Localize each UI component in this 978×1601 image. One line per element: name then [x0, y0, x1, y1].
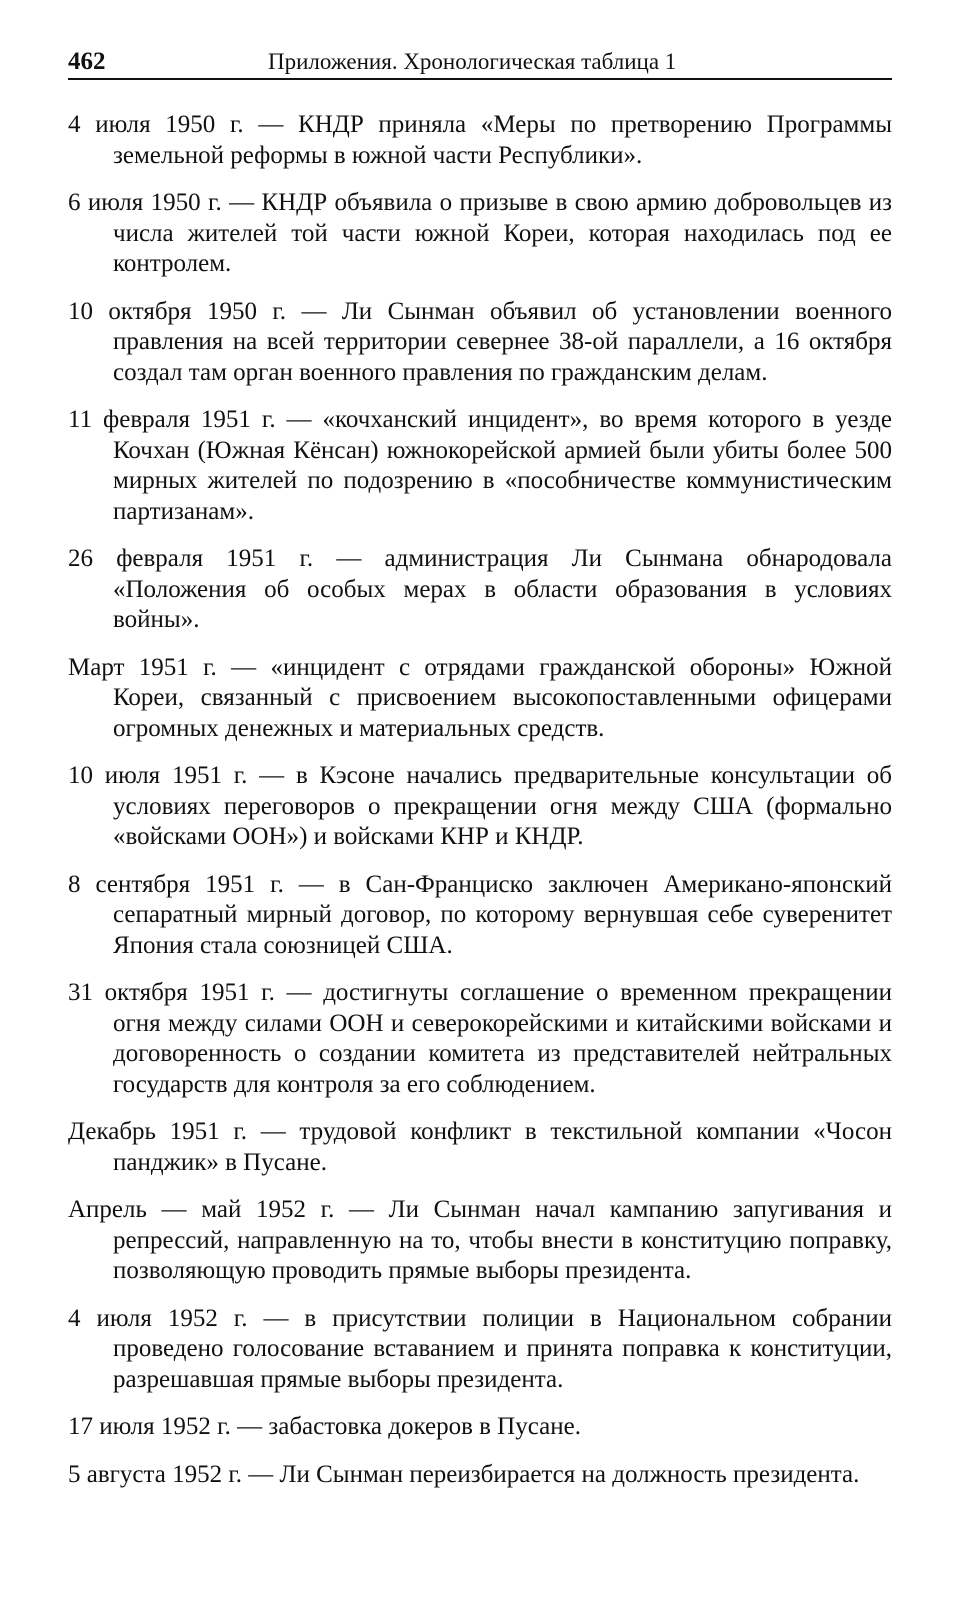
chronology-entry: 10 июля 1951 г. — в Кэсоне начались предварительные консультации об условиях переговоров о прекращении огня между США (формально «войсками ООН») и войсками КНР и КНДР.: [68, 762, 892, 850]
chronology-entry: 4 июля 1950 г. — КНДР приняла «Меры по претворению Программы земельной реформы в южной части Республики».: [68, 111, 892, 169]
chronology-entry: Декабрь 1951 г. — трудовой конфликт в текстильной компании «Чосон панджик» в Пусане.: [68, 1118, 892, 1176]
running-title: Приложения. Хронологическая таблица 1: [268, 49, 677, 74]
chronology-entry: 31 октября 1951 г. — достигнуты соглашение о временном прекращении огня между силами ООН и северокорейскими и китайскими войсками и договоренность о создании комитета из представителей нейтральных государств для контроля за его соблюдением.: [68, 979, 892, 1098]
chronology-entry: 10 октября 1950 г. — Ли Сынман объявил об установлении военного правления на всей территории севернее 38-ой параллели, а 16 октября создал там орган военного правления по гражданским делам.: [68, 297, 892, 386]
chronology-entry: Апрель — май 1952 г. — Ли Сынман начал кампанию запугивания и репрессий, направленную на то, чтобы внести в конституцию поправку, позволяющую проводить прямые выборы президента.: [68, 1196, 892, 1284]
chronology-entry: 6 июля 1950 г. — КНДР объявила о призыве в свою армию добровольцев из числа жителей той части южной Кореи, которая находилась под ее контролем.: [68, 189, 892, 277]
page-number: 462: [68, 48, 106, 75]
chronology-entry: 8 сентября 1951 г. — в Сан-Франциско заключен Американо-японский сепаратный мирный договор, по которому вернувшая себе суверенитет Япония стала союзницей США.: [68, 870, 892, 959]
book-page: [68, 44, 892, 1507]
chronology-list: [68, 110, 892, 1490]
chronology-entry: Март 1951 г. — «инцидент с отрядами гражданской обороны» Южной Кореи, связанный с присвоением высокопоставленными офицерами огромных денежных и материальных средств.: [68, 653, 892, 742]
page-header: [68, 44, 892, 80]
chronology-entry: 4 июля 1952 г. — в присутствии полиции в Национальном собрании проведено голосование вставанием и принята поправка к конституции, разрешавшая прямые выборы президента.: [68, 1304, 892, 1393]
chronology-entry: 5 августа 1952 г. — Ли Сынман переизбирается на должность президента.: [68, 1460, 860, 1488]
chronology-entry: 11 февраля 1951 г. — «кочханский инцидент», во время которого в уезде Кочхан (Южная Кёнсан) южнокорейской армией были убиты более 500 мирных жителей по подозрению в «пособничестве коммунистическим партизанам».: [68, 406, 892, 525]
chronology-entry: 26 февраля 1951 г. — администрация Ли Сынмана обнародовала «Положения об особых мерах в области образования в условиях войны».: [68, 545, 892, 633]
chronology-entry: 17 июля 1952 г. — забастовка докеров в Пусане.: [68, 1413, 581, 1440]
